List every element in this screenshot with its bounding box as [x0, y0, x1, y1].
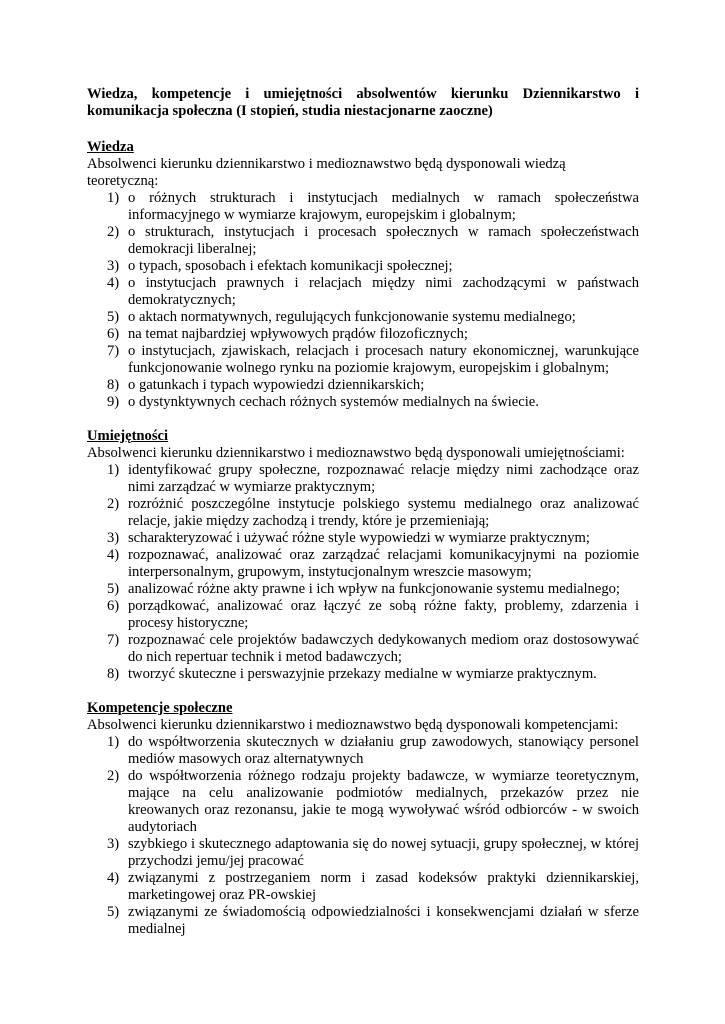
item-number: 4) — [107, 547, 120, 563]
item-text: analizować różne akty prawne i ich wpływ na funkcjonowanie systemu medialnego; — [128, 581, 620, 597]
item-text: o gatunkach i typach wypowiedzi dziennikarskich; — [128, 377, 425, 393]
list-item — [87, 462, 639, 496]
section-intro: Absolwenci kierunku dziennikarstwo i medioznawstwo będą dysponowali kompetencjami: — [87, 717, 619, 733]
item-number: 3) — [107, 258, 120, 274]
list-item — [87, 190, 639, 224]
item-text: o typach, sposobach i efektach komunikacji społecznej; — [128, 258, 453, 274]
section-heading: Umiejętności — [87, 428, 169, 444]
item-number: 8) — [107, 377, 120, 393]
item-text: na temat najbardziej wpływowych prądów filozoficznych; — [128, 326, 468, 342]
item-number: 5) — [107, 904, 120, 920]
list-item — [87, 734, 639, 768]
item-text: porządkować, analizować oraz łączyć ze sobą różne fakty, problemy, zdarzenia i procesy historyczne; — [128, 598, 639, 631]
list-item — [87, 581, 639, 598]
list-item — [87, 394, 639, 411]
item-number: 9) — [107, 394, 120, 410]
item-text: scharakteryzować i używać różne style wypowiedzi w wymiarze praktycznym; — [128, 530, 590, 546]
list-item — [87, 666, 639, 683]
list-item — [87, 547, 639, 581]
item-text: o różnych strukturach i instytucjach medialnych w ramach społeczeństwa informacyjnego w wymiarze krajowym, europejskim i globalnym; — [128, 190, 639, 223]
item-text: do współtworzenia skutecznych w działaniu grup zawodowych, stanowiący personel mediów masowych oraz alternatywnych — [128, 734, 639, 767]
item-number: 4) — [107, 870, 120, 886]
numbered-list — [87, 190, 639, 411]
list-item — [87, 496, 639, 530]
section-intro: Absolwenci kierunku dziennikarstwo i medioznawstwo będą dysponowali umiejętnościami: — [87, 445, 625, 461]
numbered-list — [87, 734, 639, 938]
item-number: 5) — [107, 581, 120, 597]
section-kompetencje-spoleczne — [87, 700, 639, 938]
item-text: rozpoznawać, analizować oraz zarządzać relacjami komunikacyjnymi na poziomie interpersonalnym, grupowym, instytucjonalnym wreszcie masowym; — [128, 547, 639, 580]
item-text: rozróżnić poszczególne instytucje polskiego systemu medialnego oraz analizować relacje, jakie między zachodzą i trendy, które je przemieniają; — [128, 496, 639, 529]
document-title: Wiedza, kompetencje i umiejętności absolwentów kierunku Dziennikarstwo i komunikacja społeczna (I stopień, studia niestacjonarne zaoczne) — [87, 86, 639, 119]
list-item — [87, 275, 639, 309]
list-item — [87, 258, 639, 275]
item-number: 2) — [107, 496, 120, 512]
item-number: 1) — [107, 462, 120, 478]
item-text: związanymi z postrzeganiem norm i zasad kodeksów praktyki dziennikarskiej, marketingowej oraz PR-owskiej — [128, 870, 639, 903]
item-number: 3) — [107, 530, 120, 546]
item-number: 1) — [107, 190, 120, 206]
item-text: tworzyć skuteczne i perswazyjnie przekazy medialne w wymiarze praktycznym. — [128, 666, 597, 682]
item-number: 6) — [107, 326, 120, 342]
list-item — [87, 768, 639, 836]
item-number: 5) — [107, 309, 120, 325]
item-number: 4) — [107, 275, 120, 291]
item-number: 6) — [107, 598, 120, 614]
section-heading: Kompetencje społeczne — [87, 700, 233, 716]
list-item — [87, 224, 639, 258]
item-text: rozpoznawać cele projektów badawczych dedykowanych mediom oraz dostosowywać do nich repertuar technik i metod badawczych; — [128, 632, 639, 665]
section-heading: Wiedza — [87, 139, 134, 155]
item-text: związanymi ze świadomością odpowiedzialności i konsekwencjami działań w sferze medialnej — [128, 904, 639, 937]
item-number: 8) — [107, 666, 120, 682]
numbered-list — [87, 462, 639, 683]
list-item — [87, 309, 639, 326]
item-text: o strukturach, instytucjach i procesach społecznych w ramach społeczeństwach demokracji liberalnej; — [128, 224, 639, 257]
list-item — [87, 598, 639, 632]
item-number: 7) — [107, 632, 120, 648]
list-item — [87, 632, 639, 666]
item-number: 1) — [107, 734, 120, 750]
section-umiejetnosci — [87, 428, 639, 683]
item-text: identyfikować grupy społeczne, rozpoznawać relacje między nimi zachodzące oraz nimi zarządzać w wymiarze praktycznym; — [128, 462, 639, 495]
list-item — [87, 904, 639, 938]
section-wiedza — [87, 139, 639, 411]
list-item — [87, 530, 639, 547]
section-intro: Absolwenci kierunku dziennikarstwo i medioznawstwo będą dysponowali wiedzą teoretyczną: — [87, 156, 566, 189]
list-item — [87, 343, 639, 377]
item-text: do współtworzenia różnego rodzaju projekty badawcze, w wymiarze teoretycznym, mające na celu analizowanie podmiotów medialnych, przekazów przez nie kreowanych oraz rezonansu, jakie te mogą wywoływać wśród odbiorców - w swoich audytoriach — [128, 768, 639, 835]
item-number: 2) — [107, 224, 120, 240]
list-item — [87, 836, 639, 870]
list-item — [87, 326, 639, 343]
item-number: 7) — [107, 343, 120, 359]
list-item — [87, 377, 639, 394]
item-number: 2) — [107, 768, 120, 784]
document-page — [87, 86, 639, 955]
item-text: o instytucjach, zjawiskach, relacjach i procesach natury ekonomicznej, warunkujące funkcjonowanie wolnego rynku na poziomie krajowym, europejskim i globalnym; — [128, 343, 639, 376]
item-text: o aktach normatywnych, regulujących funkcjonowanie systemu medialnego; — [128, 309, 576, 325]
item-text: o dystynktywnych cechach różnych systemów medialnych na świecie. — [128, 394, 539, 410]
item-number: 3) — [107, 836, 120, 852]
list-item — [87, 870, 639, 904]
item-text: szybkiego i skutecznego adaptowania się do nowej sytuacji, grupy społecznej, w której przychodzi jemu/jej pracować — [128, 836, 639, 869]
item-text: o instytucjach prawnych i relacjach między nimi zachodzącymi w państwach demokratycznych; — [128, 275, 639, 308]
